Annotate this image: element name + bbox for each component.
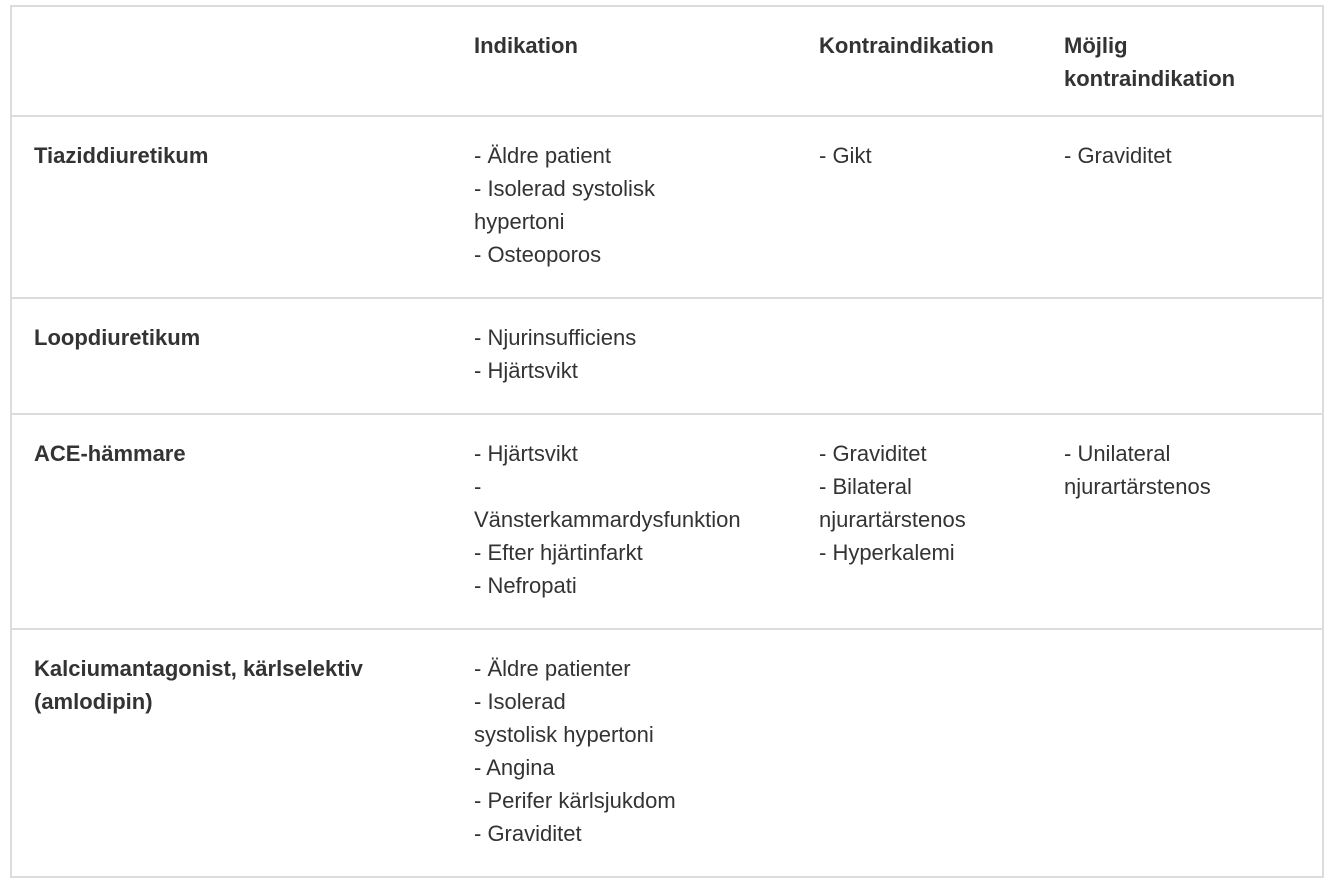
table-row xyxy=(12,116,1322,298)
cell-line: - Angina xyxy=(474,755,555,780)
antihypertensive-table xyxy=(12,7,1322,878)
cell-line: - Gikt xyxy=(819,143,872,168)
indikation-cell xyxy=(474,414,819,629)
drug-name: Tiaziddiuretikum xyxy=(12,116,474,298)
cell-line: - Nefropati xyxy=(474,573,577,598)
cell-line: - Perifer kärlsjukdom xyxy=(474,788,676,813)
kontraindikation-cell xyxy=(819,116,1064,298)
mojlig-kontraindikation-cell xyxy=(1064,414,1322,629)
cell-line: - Osteoporos xyxy=(474,242,602,267)
mojlig-kontraindikation-cell xyxy=(1064,116,1322,298)
mojlig-kontraindikation-cell xyxy=(1064,629,1322,877)
drug-name-cell xyxy=(12,629,474,877)
table-header-row xyxy=(12,7,1322,116)
cell-line: - xyxy=(474,474,482,499)
header-empty xyxy=(12,7,474,116)
cell-line: - Hjärtsvikt xyxy=(474,358,578,383)
drug-name: Loopdiuretikum xyxy=(12,298,474,414)
cell-line: - Isolerad xyxy=(474,689,566,714)
drug-name-line1: Kalciumantagonist, kärlselektiv xyxy=(34,656,363,681)
header-mojlig-line2: kontraindikation xyxy=(1064,66,1236,91)
cell-line: - Hyperkalemi xyxy=(819,540,955,565)
cell-line: - Isolerad systolisk xyxy=(474,176,655,201)
cell-line: hypertoni xyxy=(474,209,565,234)
cell-line: systolisk hypertoni xyxy=(474,722,654,747)
cell-line: Vänsterkammardysfunktion xyxy=(474,507,741,532)
indikation-cell xyxy=(474,629,819,877)
cell-line: - Njurinsufficiens xyxy=(474,325,637,350)
drug-name: ACE-hämmare xyxy=(12,414,474,629)
comparison-table-container xyxy=(10,5,1324,878)
indikation-cell xyxy=(474,116,819,298)
header-indikation: Indikation xyxy=(474,7,819,116)
mojlig-kontraindikation-cell xyxy=(1064,298,1322,414)
cell-line: - Unilateral xyxy=(1064,441,1171,466)
table-row xyxy=(12,414,1322,629)
kontraindikation-cell xyxy=(819,298,1064,414)
kontraindikation-cell xyxy=(819,629,1064,877)
kontraindikation-cell xyxy=(819,414,1064,629)
cell-line: njurartärstenos xyxy=(1064,474,1211,499)
cell-line: njurartärstenos xyxy=(819,507,966,532)
cell-line: - Graviditet xyxy=(819,441,927,466)
drug-name-line2: (amlodipin) xyxy=(34,689,153,714)
indikation-cell xyxy=(474,298,819,414)
header-kontraindikation: Kontraindikation xyxy=(819,7,1064,116)
cell-line: - Äldre patienter xyxy=(474,656,631,681)
cell-line: - Hjärtsvikt xyxy=(474,441,578,466)
cell-line: - Graviditet xyxy=(474,821,582,846)
table-row xyxy=(12,298,1322,414)
cell-line: - Bilateral xyxy=(819,474,912,499)
cell-line: - Äldre patient xyxy=(474,143,611,168)
table-row xyxy=(12,629,1322,877)
cell-line: - Efter hjärtinfarkt xyxy=(474,540,643,565)
header-mojlig-line1: Möjlig xyxy=(1064,33,1128,58)
header-mojlig-kontraindikation xyxy=(1064,7,1322,116)
cell-line: - Graviditet xyxy=(1064,143,1172,168)
